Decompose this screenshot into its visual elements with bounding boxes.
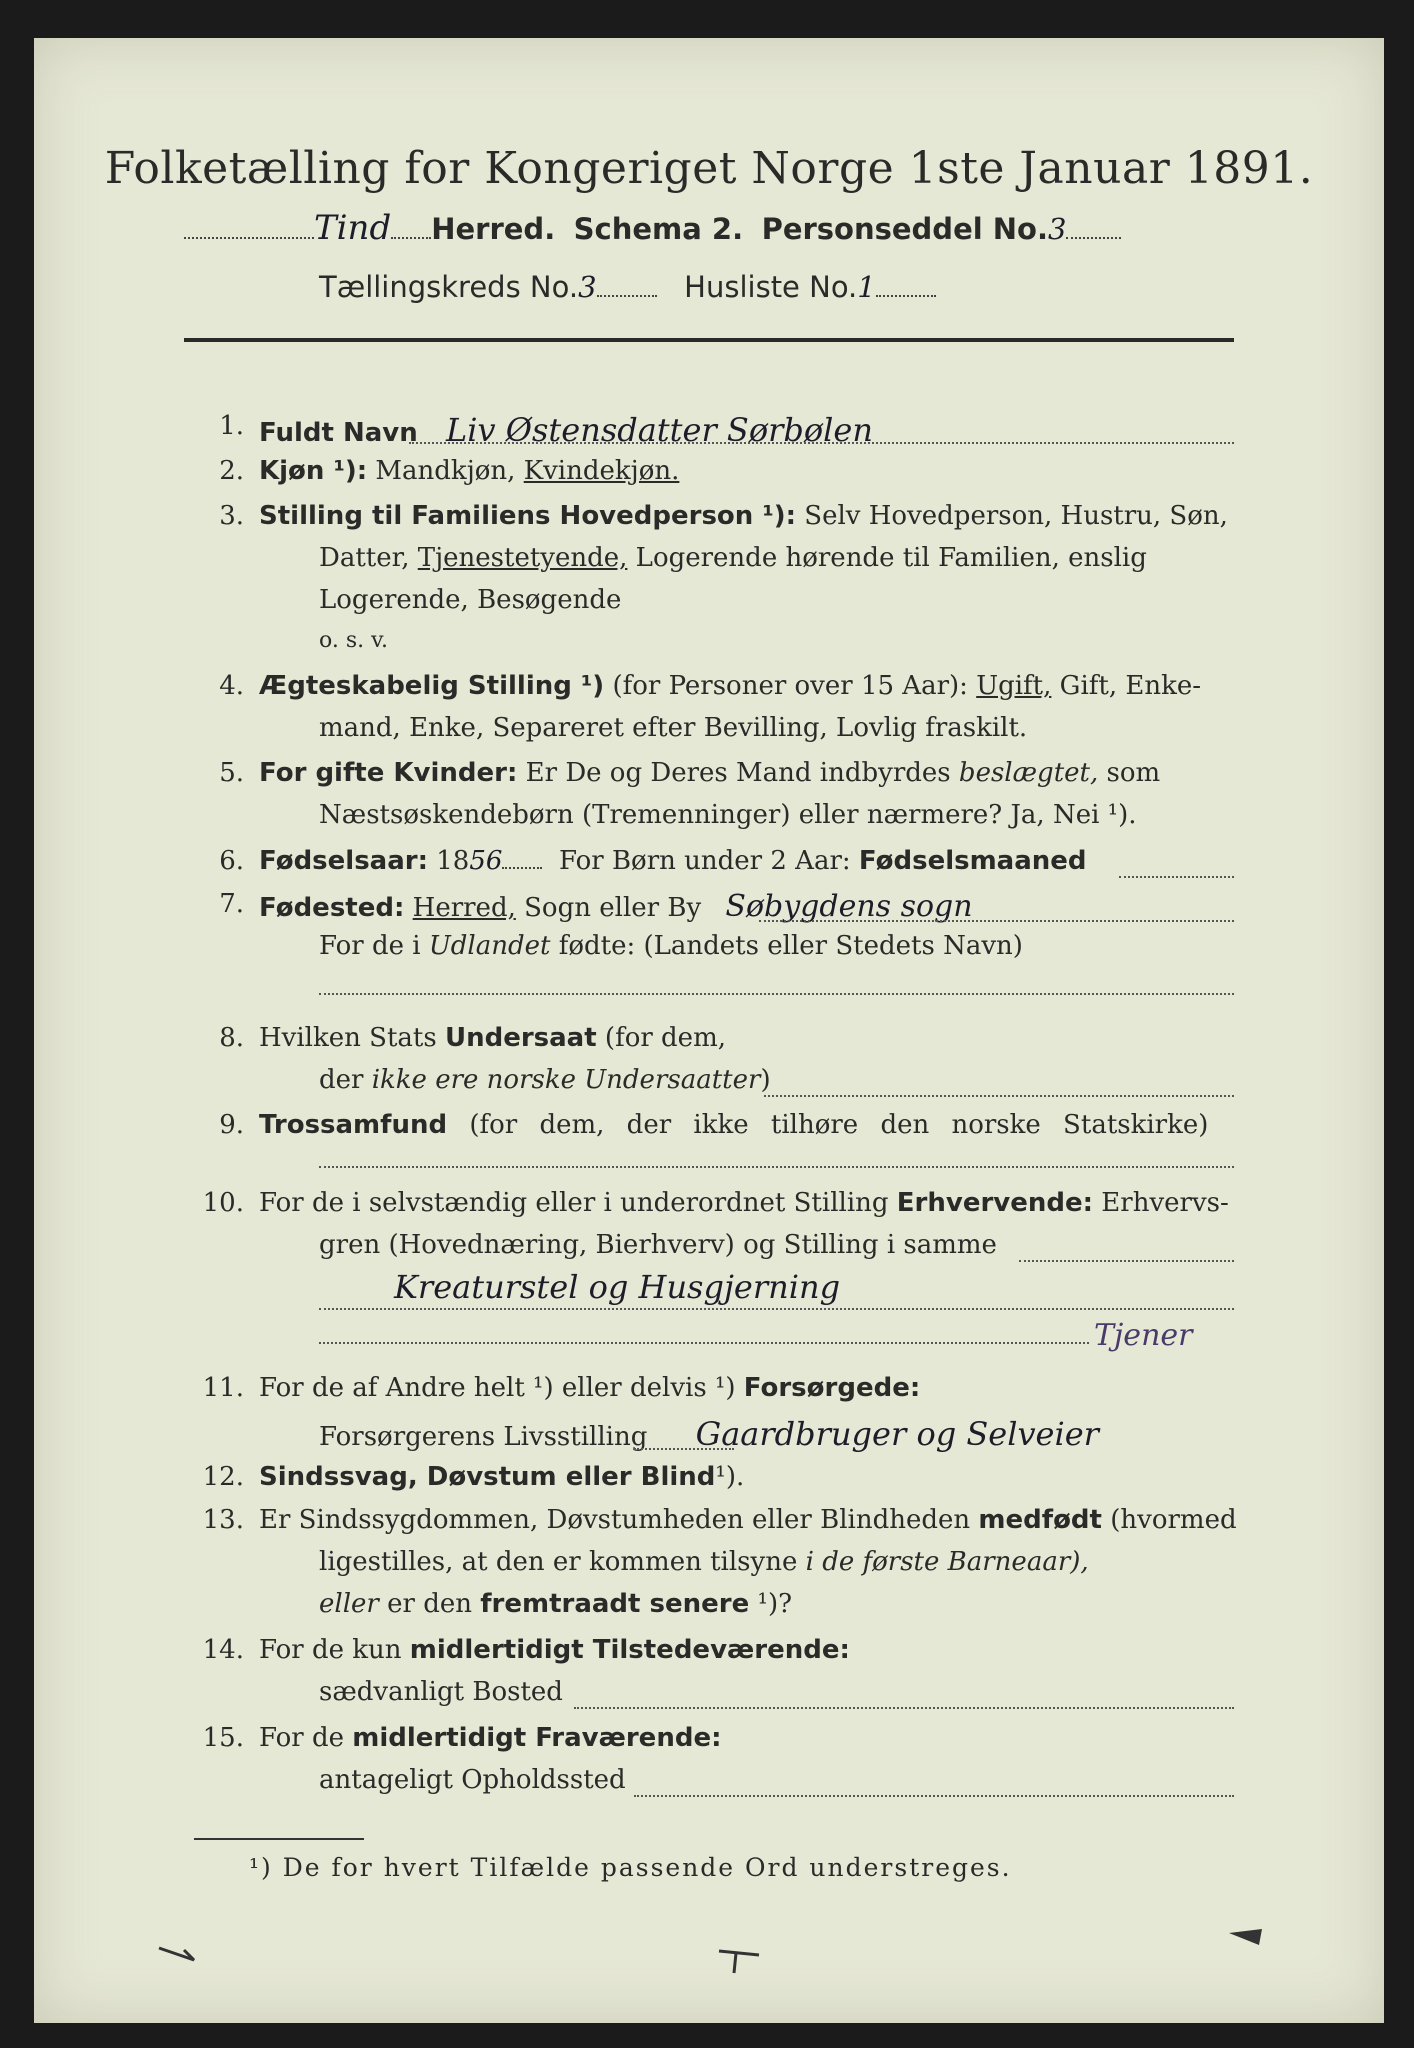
- q7-label: Fødested:: [259, 893, 405, 923]
- personseddel-value: 3: [1047, 212, 1067, 246]
- q13-bold-1: medfødt: [978, 1505, 1102, 1535]
- q7-row-2: [319, 931, 1023, 961]
- q4-text-1a: (for Personer over 15 Aar):: [612, 671, 968, 701]
- q13-text-1: Er Sindssygdommen, Døvstumheden eller Blindheden: [259, 1505, 971, 1535]
- q8-text-2: (for dem,: [604, 1023, 726, 1053]
- q4-row-1: [259, 671, 1201, 701]
- q11-text-1: For de af Andre helt ¹) eller delvis ¹): [259, 1373, 736, 1403]
- husliste-label: Husliste No.: [684, 270, 858, 304]
- q13-text-3a: er den: [387, 1589, 472, 1619]
- pencil-mark-left: [154, 1938, 214, 1968]
- q7-text-2b: fødte: (Landets eller Stedets Navn): [558, 931, 1023, 961]
- q13-text-3b: ¹)?: [757, 1589, 793, 1619]
- q5-text-2: Næstsøskendebørn (Tremenninger) eller nærmere? Ja, Nei ¹).: [319, 800, 1137, 830]
- q7-row-1: [259, 889, 973, 924]
- q9-text: (for dem, der ikke tilhøre den norske Statskirke): [469, 1110, 1209, 1140]
- q3-number: 3.: [219, 501, 244, 531]
- q12-text: ¹).: [715, 1462, 745, 1492]
- q5-text-1a: Er De og Deres Mand indbyrdes: [525, 758, 951, 788]
- q11-text-2: Forsørgerens Livsstilling: [319, 1422, 648, 1452]
- q7-dotted-line-2: [319, 993, 1234, 995]
- q13-bold-2: fremtraadt senere: [480, 1589, 750, 1619]
- q1-dotted-line: [409, 442, 1234, 444]
- q14-dotted-line: [574, 1707, 1234, 1709]
- q8-number: 8.: [219, 1023, 244, 1053]
- q11-number: 11.: [202, 1373, 244, 1403]
- q6-text-middle: For Børn under 2 Aar:: [558, 846, 851, 876]
- q2-row: [259, 456, 679, 486]
- q5-number: 5.: [219, 758, 244, 788]
- q15-label: midlertidigt Fraværende:: [352, 1723, 722, 1753]
- q3-text-1: Selv Hovedperson, Hustru, Søn,: [804, 501, 1228, 531]
- q13-row-3: [319, 1589, 792, 1619]
- q3-text-4: o. s. v.: [319, 628, 388, 653]
- q8-dotted-line: [764, 1095, 1234, 1097]
- header-rule: [184, 338, 1234, 342]
- q2-option-mandkjon: Mandkjøn,: [375, 456, 516, 486]
- q3-row-1: [259, 501, 1228, 531]
- q4-text-1b: Gift, Enke-: [1059, 671, 1202, 701]
- q10-dotted-line: [1019, 1260, 1234, 1262]
- header-herred-line: [184, 208, 1121, 248]
- q6-label-2: Fødselsmaaned: [858, 846, 1087, 876]
- pencil-mark-center: [714, 1943, 774, 1983]
- q3-text-2a: Datter,: [319, 543, 410, 573]
- q8-text-2i: ikke ere norske Undersaatter: [371, 1065, 761, 1095]
- q10-text-2line: gren (Hovednæring, Bierhverv) og Stilling i samme: [319, 1230, 997, 1260]
- q1-number: 1.: [219, 411, 244, 441]
- q10-dotted-line-2: [319, 1308, 1234, 1310]
- q10-text-1: For de i selvstændig eller i underordnet Stilling: [259, 1188, 889, 1218]
- q12-row: [259, 1462, 744, 1492]
- q13-row-2: [319, 1547, 1089, 1577]
- q3-option-tjenestetyende: Tjenestetyende,: [417, 543, 628, 573]
- q10-label: Erhvervende:: [896, 1188, 1094, 1218]
- q1-label: Fuldt Navn: [259, 418, 418, 448]
- q9-number: 9.: [219, 1110, 244, 1140]
- q7-number: 7.: [219, 889, 244, 919]
- q11-row-1: [259, 1373, 920, 1403]
- q13-text-2i: i de første Barneaar),: [805, 1547, 1089, 1577]
- q8-row-1: [259, 1023, 726, 1053]
- q3-text-3: Logerende, Besøgende: [319, 585, 622, 615]
- herred-label: Herred.: [431, 212, 556, 246]
- q6-year-prefix: 18: [436, 846, 470, 876]
- q14-text: For de kun: [259, 1635, 402, 1665]
- q10-number: 10.: [202, 1188, 244, 1218]
- q13-text-2: (hvormed: [1110, 1505, 1237, 1535]
- q3-text-2b: Logerende hørende til Familien, enslig: [635, 543, 1147, 573]
- q4-text-2: mand, Enke, Separeret efter Bevilling, Lovlig fraskilt.: [319, 713, 1028, 743]
- q8-text-1: Hvilken Stats: [259, 1023, 437, 1053]
- form-title: Folketælling for Kongeriget Norge 1ste Januar 1891.: [104, 143, 1314, 194]
- q6-number: 6.: [219, 846, 244, 876]
- q4-option-ugift: Ugift,: [976, 671, 1052, 701]
- q13-number: 13.: [202, 1505, 244, 1535]
- q14-text-2: sædvanligt Bosted: [319, 1677, 563, 1707]
- q15-dotted-line: [634, 1795, 1234, 1797]
- q12-label: Sindssvag, Døvstum eller Blind: [259, 1462, 716, 1492]
- q6-year-value: 56: [469, 846, 503, 876]
- taellingskreds-label: Tællingskreds No.: [319, 270, 579, 304]
- q6-row: [259, 846, 1087, 876]
- q9-label: Trossamfund: [259, 1110, 448, 1140]
- q6-label: Fødselsaar:: [259, 846, 428, 876]
- q7-text-2i: Udlandet: [428, 931, 551, 961]
- q6-dotted-line: [1119, 876, 1234, 878]
- q12-number: 12.: [202, 1462, 244, 1492]
- footnote-rule: [194, 1838, 364, 1840]
- q11-value: Gaardbruger og Selveier: [695, 1415, 1099, 1453]
- pencil-mark-right: [1224, 1923, 1274, 1953]
- q2-option-kvindekjon: Kvindekjøn.: [523, 456, 680, 486]
- q15-text: For de: [259, 1723, 344, 1753]
- q4-label: Ægteskabelig Stilling ¹): [259, 671, 605, 701]
- q10-value-2: Tjener: [1094, 1318, 1193, 1353]
- herred-value: Tind: [314, 208, 392, 248]
- q15-text-2: antageligt Opholdssted: [319, 1765, 626, 1795]
- q14-label: midlertidigt Tilstedeværende:: [409, 1635, 850, 1665]
- q15-number: 15.: [202, 1723, 244, 1753]
- q7-dotted-line: [759, 920, 1234, 922]
- q14-row-1: [259, 1635, 850, 1665]
- q7-option-herred: Herred,: [412, 893, 516, 923]
- q7-text-2a: For de i: [319, 931, 421, 961]
- husliste-value: 1: [857, 270, 876, 304]
- q13-text-3i: eller: [319, 1589, 379, 1619]
- personseddel-label: Personseddel No.: [761, 212, 1048, 246]
- q11-dotted-line: [634, 1448, 734, 1450]
- q10-value2-row: [1094, 1318, 1192, 1353]
- q13-row-1: [259, 1505, 1237, 1535]
- q10-row-1: [259, 1188, 1229, 1218]
- census-form-page: [34, 38, 1384, 2023]
- q7-value: Søbygdens sogn: [725, 889, 973, 924]
- q5-text-1b: som: [1106, 758, 1161, 788]
- q10-value: Kreaturstel og Husgjerning: [394, 1268, 841, 1306]
- q1-value: Liv Østensdatter Sørbølen: [446, 411, 873, 449]
- q7-text: Sogn eller By: [524, 893, 702, 923]
- q5-row-1: [259, 758, 1160, 788]
- schema-label: Schema 2.: [573, 212, 744, 246]
- q4-number: 4.: [219, 671, 244, 701]
- footnote: ¹) De for hvert Tilfælde passende Ord understreges.: [249, 1853, 1012, 1882]
- q5-label: For gifte Kvinder:: [259, 758, 518, 788]
- q13-text-2a: ligestilles, at den er kommen tilsyne: [319, 1547, 798, 1577]
- q3-row-2: [319, 543, 1147, 573]
- q10-dotted-line-3: [319, 1342, 1089, 1344]
- q8-row-2: der ikke ere norske Undersaatter): [319, 1065, 771, 1095]
- q11-label: Forsørgede:: [743, 1373, 921, 1403]
- q10-text-2: Erhvervs-: [1101, 1188, 1229, 1218]
- q9-dotted-line: [319, 1166, 1234, 1168]
- q10-value-row: [394, 1268, 840, 1306]
- taellingskreds-value: 3: [578, 270, 597, 304]
- q2-label: Kjøn ¹):: [259, 456, 368, 486]
- q8-text-2a: der: [319, 1065, 364, 1095]
- header-kreds-line: [319, 270, 936, 304]
- q2-number: 2.: [219, 456, 244, 486]
- q3-label: Stilling til Familiens Hovedperson ¹):: [259, 501, 797, 531]
- q5-text-1i: beslægtet,: [958, 758, 1099, 788]
- q15-row-1: [259, 1723, 721, 1753]
- q14-number: 14.: [202, 1635, 244, 1665]
- q8-label: Undersaat: [444, 1023, 597, 1053]
- q9-row: [259, 1110, 1208, 1140]
